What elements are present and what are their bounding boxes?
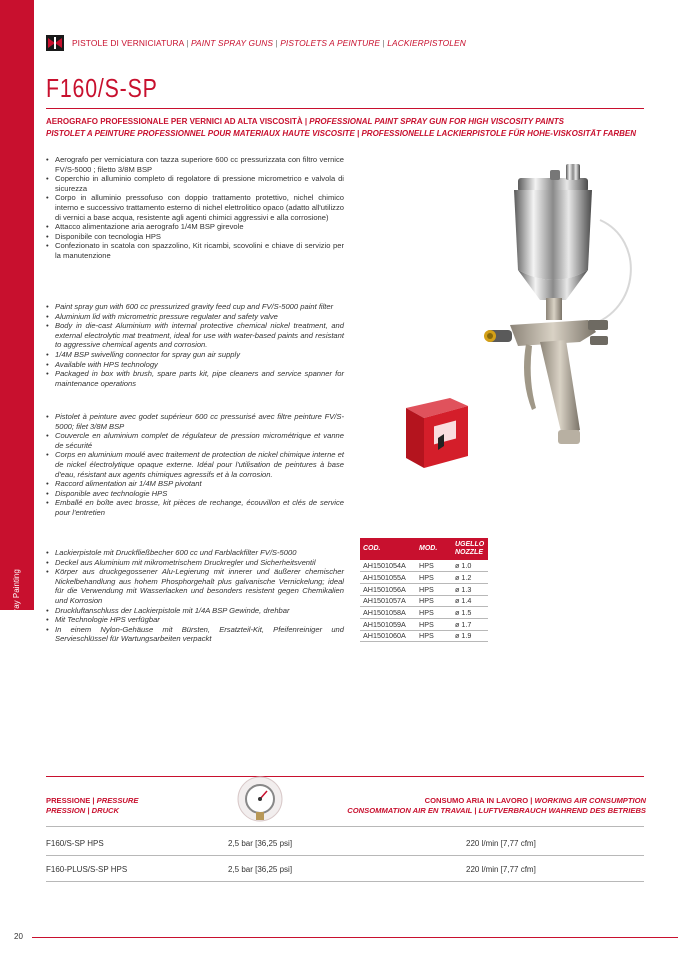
feature-item: • Attacco alimentazione aria aerografo 1/4M BSP girevole — [46, 222, 344, 232]
table-row — [360, 572, 488, 584]
feature-item: • Deckel aus Aluminium mit mikrometrischem Druckregler und Sicherheitsventil — [46, 558, 344, 568]
header-cod: COD. — [360, 538, 416, 560]
table-row — [360, 618, 488, 630]
footer-divider — [32, 937, 678, 938]
table-row — [360, 607, 488, 619]
crumb-de: LACKIERPISTOLEN — [387, 38, 466, 48]
header-nozzle-it: UGELLO — [455, 541, 485, 548]
consumption-it: CONSUMO ARIA IN LAVORO — [424, 796, 529, 805]
row-consumption: 220 l/min [7,77 cfm] — [466, 865, 536, 874]
cell-nozzle: ø 1.4 — [452, 595, 488, 607]
cell-cod: AH1501056A — [360, 583, 416, 595]
feature-item: • Emballé en boîte avec brosse, kit pièces de rechange, écouvillon et clés de service pour l'entretien — [46, 498, 344, 517]
subtitle-en: PROFESSIONAL PAINT SPRAY GUN FOR HIGH VISCOSITY PAINTS — [309, 117, 564, 126]
title-divider — [46, 108, 644, 109]
cell-cod: AH1501054A — [360, 560, 416, 572]
cell-nozzle: ø 1.3 — [452, 583, 488, 595]
pressure-gauge-icon — [234, 776, 286, 822]
pressure-sep: | — [85, 806, 92, 815]
feature-item: • Lackierpistole mit Druckfließbecher 600 cc und Farblackfilter FV/S-5000 — [46, 548, 344, 558]
pressure-de: DRUCK — [91, 806, 120, 815]
row-pressure: 2,5 bar [36,25 psi] — [228, 839, 293, 848]
pressure-fr: PRESSION — [46, 806, 86, 815]
cell-mod: HPS — [416, 618, 452, 630]
feature-item: • Couvercle en aluminium complet de régulateur de pression micrométrique et vanne de sécurité — [46, 431, 344, 450]
crumb-sep: | — [273, 38, 281, 48]
description-german — [46, 548, 344, 644]
feature-item: • Body in die-cast Aluminium with internal protective chemical nickel treatment, and external electrolytic mat treatment, ideal for use with water-based paints and resistant to aggressive chemical agents and corrosion. — [46, 321, 344, 350]
codes-table — [360, 538, 488, 642]
section-header — [46, 34, 466, 52]
table-row — [360, 630, 488, 642]
cell-cod: AH1501057A — [360, 595, 416, 607]
header-nozzle — [452, 538, 488, 560]
consumption-sep: | — [528, 796, 535, 805]
performance-row — [46, 830, 644, 856]
cell-nozzle: ø 1.7 — [452, 618, 488, 630]
crumb-it: PISTOLE DI VERNICIATURA — [72, 38, 184, 48]
page-number: 20 — [14, 932, 23, 941]
pressure-label — [46, 796, 138, 816]
consumption-label — [346, 796, 646, 816]
cell-mod: HPS — [416, 630, 452, 642]
table-row — [360, 560, 488, 572]
feature-item: • Aerografo per verniciatura con tazza superiore 600 cc pressurizzata con filtro vernice FV/S-5000 ; filetto 3/8M BSP — [46, 155, 344, 174]
subtitle-de: PROFESSIONELLE LACKIERPISTOLE FÜR HOHE-VISKOSITÄT FARBEN — [361, 129, 637, 138]
feature-item: • Pistolet à peinture avec godet supérieur 600 cc pressurisé avec filtre peinture FV/S-5000; filet 3/8M BSP — [46, 412, 344, 431]
row-pressure: 2,5 bar [36,25 psi] — [228, 865, 293, 874]
section-breadcrumb — [72, 38, 466, 48]
performance-row — [46, 856, 644, 882]
pressure-sep: | — [90, 796, 97, 805]
feature-item: • Disponible avec technologie HPS — [46, 489, 344, 499]
side-tab-label: Verniciatura | Spray Painting — [12, 569, 21, 670]
cell-nozzle: ø 1.5 — [452, 607, 488, 619]
crumb-sep: | — [380, 38, 388, 48]
cell-cod: AH1501059A — [360, 618, 416, 630]
feature-item: • Paint spray gun with 600 cc pressurized gravity feed cup and FV/S-5000 paint filter — [46, 302, 344, 312]
feature-item: • Corps en aluminium moulé avec traitement de protection de nickel chimique interne et de nickel électrolytique opaque externe. Idéal pour l'utilisation de peintures à base d'eau, résistant aux agents chimiques agressifs et à la corrosion. — [46, 450, 344, 479]
cell-cod: AH1501055A — [360, 572, 416, 584]
product-subtitle — [46, 116, 646, 140]
feature-item: • Mit Technologie HPS verfügbar — [46, 615, 344, 625]
crumb-sep: | — [183, 38, 191, 48]
subtitle-it: AEROGRAFO PROFESSIONALE PER VERNICI AD ALTA VISCOSITÀ — [46, 117, 303, 126]
consumption-en: WORKING AIR CONSUMPTION — [534, 796, 646, 805]
feature-item: • Packaged in box with brush, spare parts kit, pipe cleaners and service spanner for maintenance operations — [46, 369, 344, 388]
performance-divider — [46, 776, 644, 777]
consumption-de: LUFTVERBRAUCH WAHREND DES BETRIEBS — [478, 806, 646, 815]
feature-item: • Disponibile con tecnologia HPS — [46, 232, 344, 242]
feature-item: • In einem Nylon-Gehäuse mit Bürsten, Ersatzteil-Kit, Pfeifenreiniger und Servieschlüssel für Wartungsarbeiten verpackt — [46, 625, 344, 644]
header-mod: MOD. — [416, 538, 452, 560]
feature-item: • Raccord alimentation air 1/4M BSP pivotant — [46, 479, 344, 489]
subtitle-fr: PISTOLET A PEINTURE PROFESSIONNEL POUR MATERIAUX HAUTE VISCOSITE — [46, 129, 355, 138]
cell-nozzle: ø 1.9 — [452, 630, 488, 642]
description-english — [46, 302, 344, 388]
feature-item: • Coperchio in alluminio completo di regolatore di pressione micrometrico e valvola di sicurezza — [46, 174, 344, 193]
pressure-it: PRESSIONE — [46, 796, 91, 805]
spray-gun-image — [470, 160, 650, 460]
side-tab-strip — [0, 0, 34, 610]
cell-nozzle: ø 1.2 — [452, 572, 488, 584]
cell-mod: HPS — [416, 572, 452, 584]
cell-mod: HPS — [416, 595, 452, 607]
pressure-en: PRESSURE — [96, 796, 139, 805]
crumb-en: PAINT SPRAY GUNS — [190, 38, 274, 48]
cell-mod: HPS — [416, 583, 452, 595]
cell-mod: HPS — [416, 607, 452, 619]
cell-cod: AH1501058A — [360, 607, 416, 619]
performance-header-divider — [46, 826, 644, 827]
feature-item: • 1/4M BSP swivelling connector for spray gun air supply — [46, 350, 344, 360]
product-title: F160/S-SP — [46, 73, 158, 103]
description-italian — [46, 155, 344, 261]
header-nozzle-en: NOZZLE — [455, 549, 483, 556]
description-french — [46, 412, 344, 518]
subtitle-sep: | — [354, 129, 362, 138]
row-divider — [46, 881, 644, 882]
consumption-sep: | — [472, 806, 479, 815]
cell-nozzle: ø 1.0 — [452, 560, 488, 572]
feature-item: • Confezionato in scatola con spazzolino, Kit ricambi, scovolini e chiave di servizio per la manutenzione — [46, 241, 344, 260]
feature-item: • Corpo in alluminio pressofuso con doppio trattamento protettivo, nichel chimico interno e successivo trattamento esterno di nichel elettrolitico opaco (adatto all'utilizzo di vernici a base acqua, resistente agli agenti chimici aggressivi e alla corrosione) — [46, 193, 344, 222]
table-header-row — [360, 538, 488, 560]
packaging-box-image — [398, 390, 476, 472]
feature-item: • Available with HPS technology — [46, 360, 344, 370]
table-row — [360, 583, 488, 595]
row-model: F160/S-SP HPS — [46, 839, 104, 848]
feature-item: • Körper aus druckgegossener Alu-Legierung mit innerer und äußerer chemischer Nickelbehandlung aus hohem Phosphorgehalt plus galvanische Vernickelung; ideal für die Verwendung mit Wasserlacken und besonders resistent gegen Chemikalien und Korrosion — [46, 567, 344, 605]
cell-cod: AH1501060A — [360, 630, 416, 642]
consumption-fr: CONSOMMATION AIR EN TRAVAIL — [347, 806, 473, 815]
brand-logo-icon — [46, 35, 64, 51]
subtitle-sep: | — [302, 117, 310, 126]
page-footer — [14, 930, 678, 946]
crumb-fr: PISTOLETS A PEINTURE — [280, 38, 381, 48]
table-row — [360, 595, 488, 607]
side-tab — [0, 0, 34, 959]
row-model: F160-PLUS/S-SP HPS — [46, 865, 128, 874]
cell-mod: HPS — [416, 560, 452, 572]
feature-item: • Druckluftanschluss der Lackierpistole mit 1/4A BSP Gewinde, drehbar — [46, 606, 344, 616]
feature-item: • Aluminium lid with micrometric pressure regulater and safety valve — [46, 312, 344, 322]
row-consumption: 220 l/min [7,77 cfm] — [466, 839, 536, 848]
